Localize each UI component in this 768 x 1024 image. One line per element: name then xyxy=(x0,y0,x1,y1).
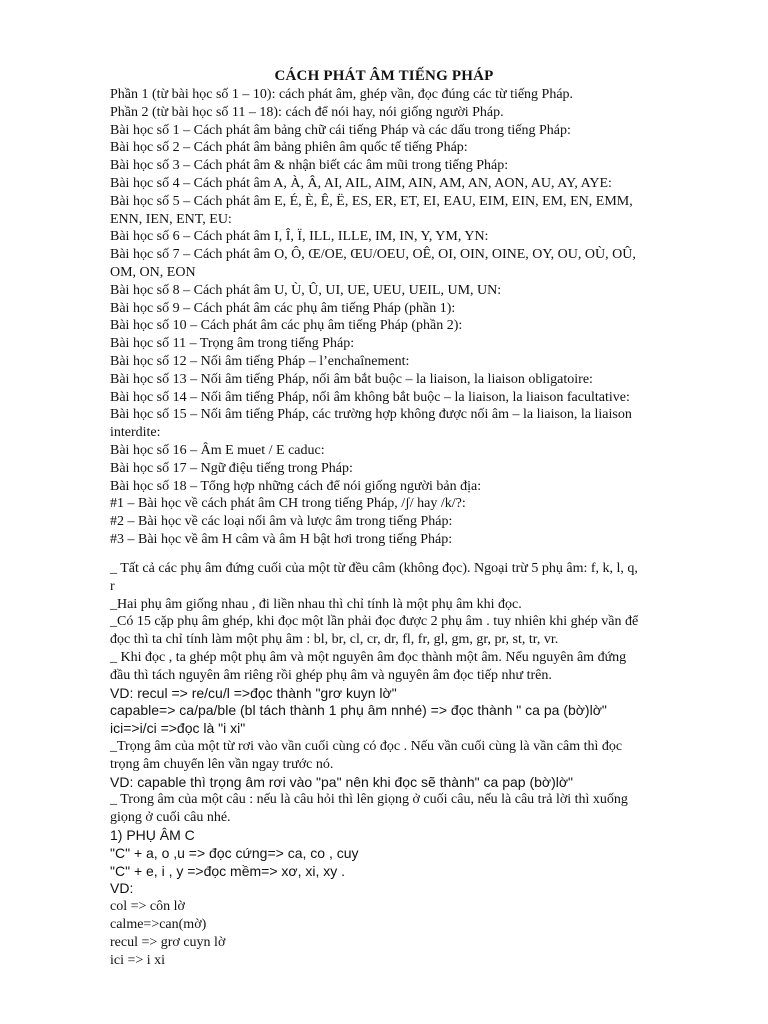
rule-line: đầu thì tách nguyên âm riêng rồi ghép phụ âm và nguyên âm đọc tiếp như trên. xyxy=(110,667,552,683)
example-line: recul => grơ cuyn lờ xyxy=(110,934,226,950)
toc-line: #1 – Bài học về cách phát âm CH trong tiếng Pháp, /ʃ/ hay /k/?: xyxy=(110,496,466,512)
rule-line: _Trọng âm của một từ rơi vào vần cuối cùng có đọc . Nếu vần cuối cùng là vần câm thì đọc xyxy=(110,738,623,754)
example-line: calme=>can(mờ) xyxy=(110,916,207,932)
rule-line: _ Tất cả các phụ âm đứng cuối của một từ đều câm (không đọc). Ngoại trừ 5 phụ âm: f, k, l, q, xyxy=(110,561,638,576)
toc-line: OM, ON, EON xyxy=(110,264,196,280)
toc-line: Bài học số 17 – Ngữ điệu tiếng trong Pháp: xyxy=(110,460,353,476)
toc-line: Bài học số 14 – Nối âm tiếng Pháp, nối âm không bắt buộc – la liaison, la liaison facultative: xyxy=(110,389,630,405)
toc-line: Bài học số 7 – Cách phát âm O, Ô, Œ/OE, ŒU/OEU, OÊ, OI, OIN, OINE, OY, OU, OÙ, OÛ, xyxy=(110,247,636,263)
rule-line: capable=> ca/pa/ble (bl tách thành 1 phụ âm nnhé) => đọc thành " ca pa (bờ)lờ" xyxy=(110,702,607,719)
example-line: ici => i xi xyxy=(110,952,166,968)
toc-line: Bài học số 16 – Âm E muet / E caduc: xyxy=(110,442,325,458)
toc-line: Bài học số 18 – Tổng hợp những cách để nói giống người bản địa: xyxy=(110,478,482,494)
rule-line: "C" + a, o ,u => đọc cứng=> ca, co , cuy xyxy=(110,844,359,861)
table-of-contents xyxy=(110,86,700,549)
toc-line: #2 – Bài học về các loại nối âm và lược âm trong tiếng Pháp: xyxy=(110,514,453,530)
toc-line: Phần 2 (từ bài học số 11 – 18): cách để nói hay, nói giống người Pháp. xyxy=(110,104,504,120)
rule-line: trọng âm chuyển lên vần ngay trước nó. xyxy=(110,756,334,772)
toc-line: interdite: xyxy=(110,425,161,441)
rule-line: _ Trong âm của một câu : nếu là câu hỏi thì lên giọng ở cuối câu, nếu là câu trả lời thì xuống xyxy=(110,792,628,808)
rule-line: _Có 15 cặp phụ âm ghép, khi đọc một lần phải đọc được 2 phụ âm . tuy nhiên khi ghép vần để xyxy=(110,614,639,630)
toc-line: Bài học số 4 – Cách phát âm A, À, Â, AI, AIL, AIM, AIN, AM, AN, AON, AU, AY, AYE: xyxy=(110,175,612,191)
toc-line: Bài học số 12 – Nối âm tiếng Pháp – l’enchaînement: xyxy=(110,353,410,369)
rule-line: VD: capable thì trọng âm rơi vào "pa" nên khi đọc sẽ thành" ca pap (bờ)lờ" xyxy=(110,773,573,790)
rule-line: r xyxy=(110,578,115,594)
toc-line: Bài học số 8 – Cách phát âm U, Ù, Û, UI, UE, UEU, UEIL, UM, UN: xyxy=(110,282,502,298)
pronunciation-rules xyxy=(110,560,700,969)
rule-line: "C" + e, i , y =>đọc mềm=> xơ, xi, xy . xyxy=(110,862,346,879)
rule-line: đọc thì ta chỉ tính làm một phụ âm : bl, br, cl, cr, dr, fl, fr, gl, gm, gr, pr, st, tr, vr. xyxy=(110,632,559,648)
toc-line: Bài học số 2 – Cách phát âm bảng phiên âm quốc tế tiếng Pháp: xyxy=(110,140,468,156)
toc-line: Phần 1 (từ bài học số 1 – 10): cách phát âm, ghép vần, đọc đúng các từ tiếng Pháp. xyxy=(110,87,574,102)
toc-line: Bài học số 5 – Cách phát âm E, É, È, Ê, Ë, ES, ER, ET, EI, EAU, EIM, EIN, EM, EN, EMM, xyxy=(110,193,633,209)
rule-line: _ Khi đọc , ta ghép một phụ âm và một nguyên âm đọc thành một âm. Nếu nguyên âm đứng xyxy=(110,649,627,665)
toc-line: Bài học số 3 – Cách phát âm & nhận biết các âm mũi trong tiếng Pháp: xyxy=(110,158,509,174)
toc-line: Bài học số 6 – Cách phát âm I, Î, Ï, ILL, ILLE, IM, IN, Y, YM, YN: xyxy=(110,229,489,245)
toc-line: Bài học số 9 – Cách phát âm các phụ âm tiếng Pháp (phần 1): xyxy=(110,300,456,316)
rule-line: ici=>i/ci =>đọc là "i xi" xyxy=(110,720,246,737)
toc-line: Bài học số 1 – Cách phát âm bảng chữ cái tiếng Pháp và các dấu trong tiếng Pháp: xyxy=(110,122,571,138)
rule-line: giọng ở cuối câu nhé. xyxy=(110,810,231,826)
document-title: CÁCH PHÁT ÂM TIẾNG PHÁP xyxy=(274,68,494,84)
toc-line: #3 – Bài học về âm H câm và âm H bật hơi trong tiếng Pháp: xyxy=(110,531,453,547)
toc-line: Bài học số 10 – Cách phát âm các phụ âm tiếng Pháp (phần 2): xyxy=(110,318,463,334)
toc-line: Bài học số 11 – Trọng âm trong tiếng Pháp: xyxy=(110,336,355,352)
toc-line: ENN, IEN, ENT, EU: xyxy=(110,211,232,227)
toc-line: Bài học số 13 – Nối âm tiếng Pháp, nối âm bắt buộc – la liaison, la liaison obligatoire: xyxy=(110,371,593,387)
toc-line: Bài học số 15 – Nối âm tiếng Pháp, các trường hợp không được nối âm – la liaison, la liaison xyxy=(110,407,632,423)
rule-line: VD: xyxy=(110,880,134,897)
section-heading: 1) PHỤ ÂM C xyxy=(110,826,195,843)
rule-line: _Hai phụ âm giống nhau , đi liền nhau thì chỉ tính là một phụ âm khi đọc. xyxy=(110,596,522,612)
rule-line: VD: recul => re/cu/l =>đọc thành "grơ kuyn lờ" xyxy=(110,684,397,701)
example-line: col => côn lờ xyxy=(110,899,185,915)
